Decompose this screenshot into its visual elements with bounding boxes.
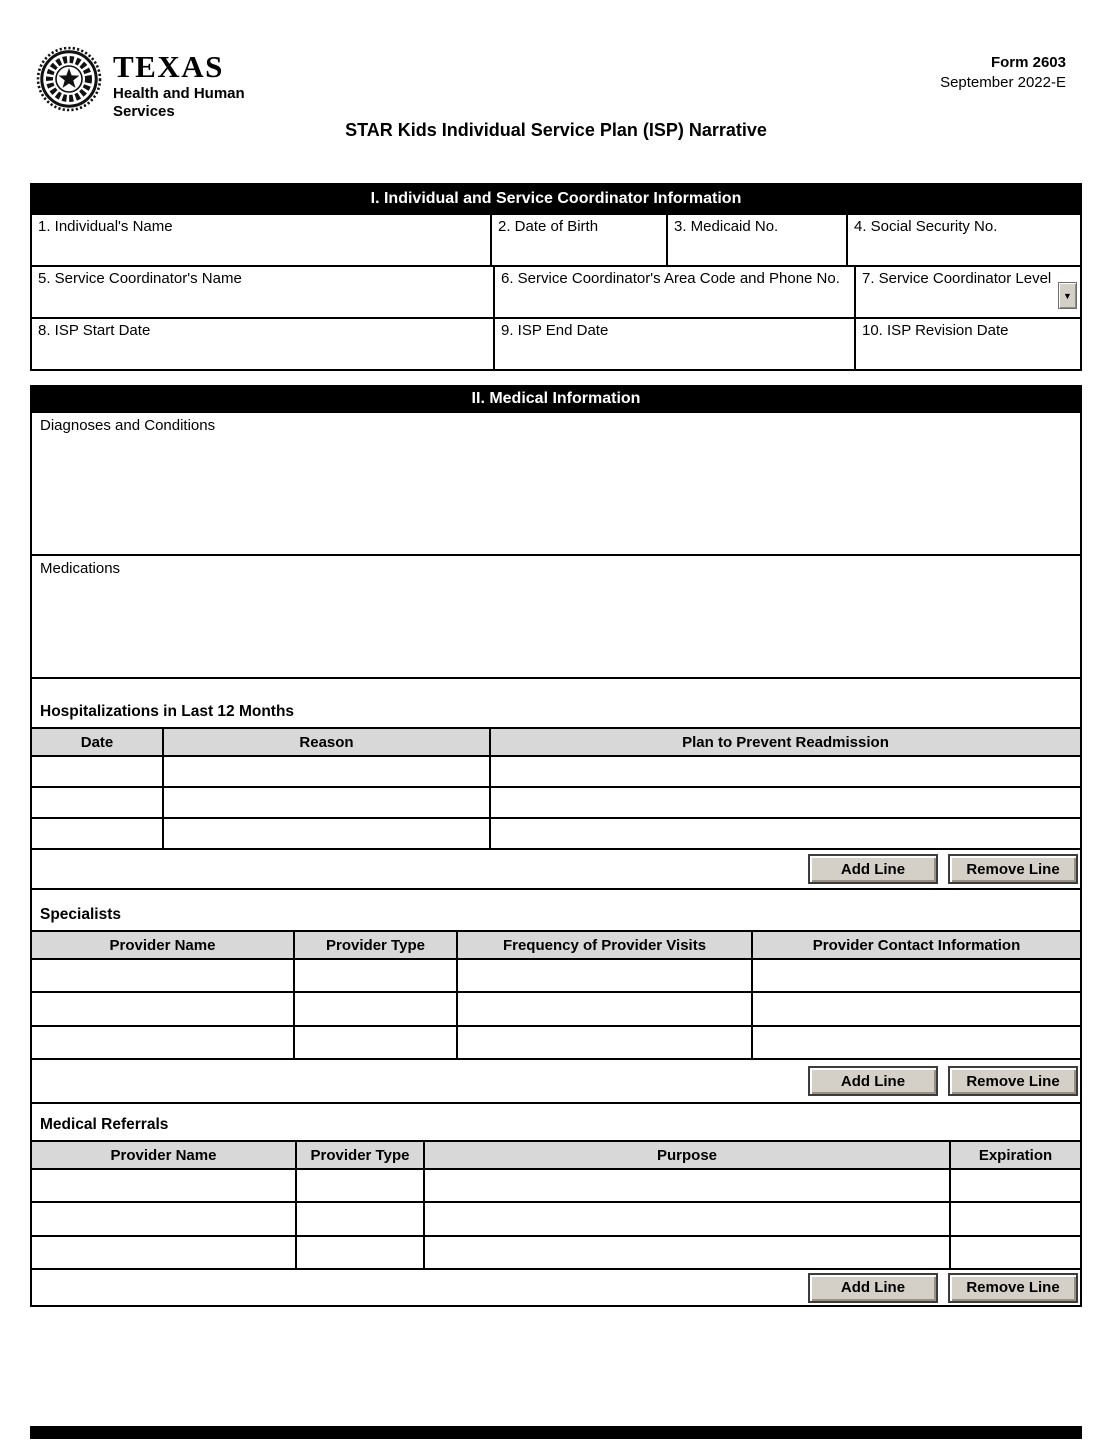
hospitalizations-header-row	[32, 728, 1080, 756]
logo-sub-line1: Health and Human	[113, 85, 245, 102]
individual-name-label: 1. Individual's Name	[38, 218, 173, 235]
service-coordinator-phone-label: 6. Service Coordinator's Area Code and Phone No.	[501, 270, 840, 287]
provider-type-cell[interactable]	[296, 1169, 424, 1202]
specialists-button-row	[32, 1060, 1080, 1104]
referrals-row	[32, 1169, 1080, 1202]
column-header-provider-name: Provider Name	[32, 931, 294, 959]
frequency-cell[interactable]	[457, 1026, 752, 1059]
referrals-remove-line-button[interactable]: Remove Line	[948, 1273, 1078, 1303]
diagnoses-and-conditions-label: Diagnoses and Conditions	[40, 417, 216, 434]
referrals-row	[32, 1202, 1080, 1235]
provider-name-cell[interactable]	[32, 992, 294, 1025]
logo-sub-line2: Services	[113, 102, 175, 120]
specialists-remove-line-button[interactable]: Remove Line	[948, 1066, 1078, 1096]
plan-cell[interactable]	[490, 756, 1080, 787]
next-section-header-partial	[30, 1426, 1082, 1439]
hospitalizations-remove-line-button[interactable]: Remove Line	[948, 854, 1078, 884]
service-coordinator-name-field[interactable]	[32, 267, 493, 317]
section-medical-information	[30, 385, 1082, 1307]
section2-header: II. Medical Information	[32, 385, 1080, 413]
referrals-row	[32, 1236, 1080, 1269]
specialists-row	[32, 959, 1080, 992]
individual-name-field[interactable]	[32, 215, 490, 265]
provider-name-cell[interactable]	[32, 959, 294, 992]
column-header-plan-to-prevent-readmission: Plan to Prevent Readmission	[490, 728, 1080, 756]
social-security-no-label: 4. Social Security No.	[854, 218, 998, 235]
logo-org-name: TEXAS	[113, 49, 224, 84]
column-header-purpose: Purpose	[424, 1141, 950, 1169]
column-header-provider-type: Provider Type	[294, 931, 457, 959]
hospitalizations-add-line-button[interactable]: Add Line	[808, 854, 938, 884]
texas-hhs-seal-icon	[36, 46, 102, 112]
purpose-cell[interactable]	[424, 1236, 950, 1269]
date-cell[interactable]	[32, 756, 163, 787]
column-header-expiration: Expiration	[950, 1141, 1080, 1169]
medical-referrals-table	[32, 1140, 1080, 1270]
column-header-provider-name: Provider Name	[32, 1141, 296, 1169]
specialists-row	[32, 1026, 1080, 1059]
frequency-cell[interactable]	[457, 959, 752, 992]
provider-name-cell[interactable]	[32, 1202, 296, 1235]
chevron-down-icon: ▼	[1063, 290, 1072, 301]
referrals-header-row	[32, 1141, 1080, 1169]
date-of-birth-label: 2. Date of Birth	[498, 218, 599, 235]
frequency-cell[interactable]	[457, 992, 752, 1025]
service-coordinator-level-label: 7. Service Coordinator Level	[862, 270, 1052, 287]
provider-name-cell[interactable]	[32, 1026, 294, 1059]
provider-type-cell[interactable]	[294, 959, 457, 992]
provider-type-cell[interactable]	[296, 1202, 424, 1235]
form-revision-date: September 2022-E	[940, 73, 1066, 91]
expiration-cell[interactable]	[950, 1202, 1080, 1235]
isp-end-date-field[interactable]	[493, 319, 854, 369]
medications-field[interactable]	[32, 556, 1080, 677]
referrals-button-row	[32, 1270, 1080, 1305]
reason-cell[interactable]	[163, 756, 490, 787]
hospitalizations-row	[32, 756, 1080, 787]
section1-row-2	[32, 265, 1080, 317]
hospitalizations-heading-row	[32, 677, 1080, 727]
column-header-reason: Reason	[163, 728, 490, 756]
service-coordinator-name-label: 5. Service Coordinator's Name	[38, 270, 242, 287]
specialists-row	[32, 992, 1080, 1025]
medicaid-no-field[interactable]	[666, 215, 846, 265]
column-header-provider-contact-information: Provider Contact Information	[752, 931, 1080, 959]
service-coordinator-phone-field[interactable]	[493, 267, 854, 317]
hospitalizations-table	[32, 727, 1080, 850]
referrals-add-line-button[interactable]: Add Line	[808, 1273, 938, 1303]
medical-referrals-heading-row	[32, 1104, 1080, 1140]
form-meta	[940, 53, 1066, 92]
hospitalizations-button-row	[32, 850, 1080, 890]
form-number: Form 2603	[990, 54, 1066, 71]
expiration-cell[interactable]	[950, 1169, 1080, 1202]
medicaid-no-label: 3. Medicaid No.	[674, 218, 779, 235]
texas-hhs-logo	[36, 46, 245, 120]
specialists-header-row	[32, 931, 1080, 959]
reason-cell[interactable]	[163, 787, 490, 818]
medical-referrals-heading: Medical Referrals	[40, 1116, 169, 1133]
date-cell[interactable]	[32, 818, 163, 849]
purpose-cell[interactable]	[424, 1202, 950, 1235]
date-cell[interactable]	[32, 787, 163, 818]
provider-name-cell[interactable]	[32, 1236, 296, 1269]
hospitalizations-heading: Hospitalizations in Last 12 Months	[40, 703, 295, 720]
section1-row-1	[32, 213, 1080, 265]
diagnoses-and-conditions-field[interactable]	[32, 413, 1080, 556]
column-header-frequency-of-provider-visits: Frequency of Provider Visits	[457, 931, 752, 959]
contact-cell[interactable]	[752, 1026, 1080, 1059]
hospitalizations-row	[32, 787, 1080, 818]
section1-row-3	[32, 317, 1080, 369]
isp-end-date-label: 9. ISP End Date	[501, 322, 609, 339]
service-coordinator-level-select[interactable]	[1058, 282, 1077, 309]
isp-revision-date-label: 10. ISP Revision Date	[862, 322, 1009, 339]
provider-name-cell[interactable]	[32, 1169, 296, 1202]
isp-revision-date-field[interactable]	[854, 319, 1080, 369]
column-header-date: Date	[32, 728, 163, 756]
isp-start-date-label: 8. ISP Start Date	[38, 322, 151, 339]
specialists-add-line-button[interactable]: Add Line	[808, 1066, 938, 1096]
provider-type-cell[interactable]	[296, 1236, 424, 1269]
medications-label: Medications	[40, 560, 121, 577]
purpose-cell[interactable]	[424, 1169, 950, 1202]
plan-cell[interactable]	[490, 818, 1080, 849]
specialists-table	[32, 930, 1080, 1060]
specialists-heading: Specialists	[40, 906, 121, 923]
social-security-no-field[interactable]	[846, 215, 1080, 265]
date-of-birth-field[interactable]	[490, 215, 666, 265]
service-coordinator-level-field[interactable]	[854, 267, 1080, 317]
reason-cell[interactable]	[163, 818, 490, 849]
specialists-heading-row	[32, 890, 1080, 930]
provider-type-cell[interactable]	[294, 992, 457, 1025]
provider-type-cell[interactable]	[294, 1026, 457, 1059]
hospitalizations-row	[32, 818, 1080, 849]
contact-cell[interactable]	[752, 959, 1080, 992]
plan-cell[interactable]	[490, 787, 1080, 818]
contact-cell[interactable]	[752, 992, 1080, 1025]
expiration-cell[interactable]	[950, 1236, 1080, 1269]
logo-wordmark	[113, 46, 245, 120]
page-title: STAR Kids Individual Service Plan (ISP) Narrative	[345, 120, 767, 140]
section-individual-coordinator-info	[30, 183, 1082, 371]
column-header-provider-type: Provider Type	[296, 1141, 424, 1169]
isp-start-date-field[interactable]	[32, 319, 493, 369]
section1-header: I. Individual and Service Coordinator Information	[32, 185, 1080, 213]
